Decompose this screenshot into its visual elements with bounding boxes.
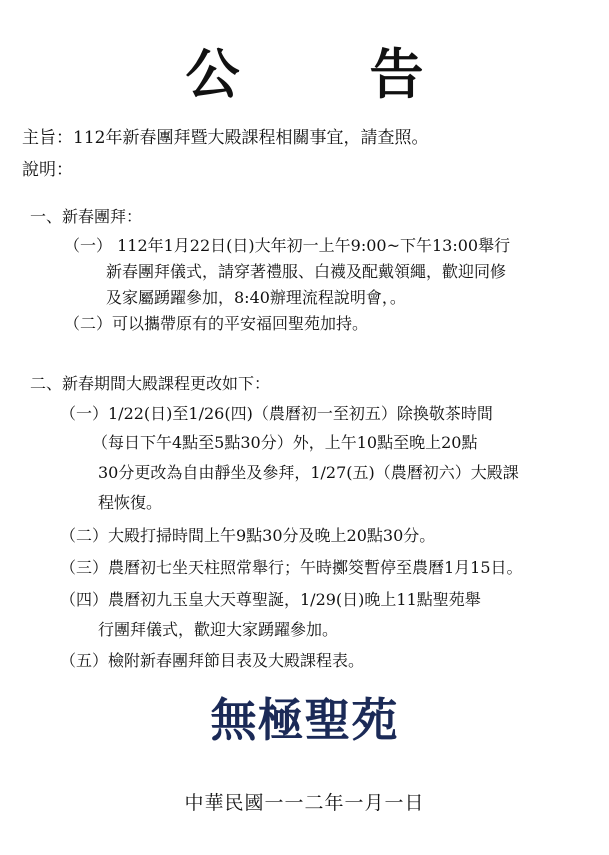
- section2-item2: （二）大殿打掃時間上午9點30分及晚上20點30分。: [60, 526, 436, 545]
- section2-item3: （三）農曆初七坐天柱照常舉行；午時擲筊暫停至農曆1月15日。: [60, 558, 523, 577]
- section1-item1-line3: 及家屬踴躍參加，8:40辦理流程說明會，。: [106, 288, 406, 307]
- subject-line: 主旨：112年新春團拜暨大殿課程相關事宜，請查照。: [22, 128, 429, 148]
- title-char-1: 公: [185, 42, 240, 106]
- title-char-2: 告: [369, 42, 424, 106]
- section2-item1-line3: 30分更改為自由靜坐及參拜，1/27(五)（農曆初六）大殿課: [98, 463, 519, 482]
- section2-item4-line2: 行團拜儀式，歡迎大家踴躍參加。: [98, 620, 339, 639]
- section2-heading: 二、新春期間大殿課程更改如下：: [30, 374, 271, 393]
- explain-label: 說明：: [22, 160, 73, 180]
- section1-item1-line2: 新春團拜儀式，請穿著禮服、白襪及配戴領繩，歡迎同修: [106, 262, 507, 281]
- section2-item1-line1: （一）1/22(日)至1/26(四)（農曆初一至初五）除換敬茶時間: [60, 404, 493, 423]
- issue-date: 中華民國一一二年一月一日: [184, 792, 425, 814]
- section2-item5: （五）檢附新春團拜節目表及大殿課程表。: [60, 651, 365, 670]
- section1-item1-line1: （一） 112年1月22日(日)大年初一上午9:00~下午13:00舉行: [64, 236, 511, 255]
- section2-item1-line4: 程恢復。: [98, 493, 163, 512]
- section1-heading: 一、新春團拜：: [30, 207, 143, 226]
- page-title: [0, 38, 609, 110]
- section2-item4-line1: （四）農曆初九玉皇大天尊聖誕，1/29(日)晚上11點聖苑舉: [60, 590, 481, 609]
- organization-seal: 無極聖苑: [210, 693, 399, 747]
- section2-item1-line2: （每日下午4點至5點30分）外，上午10點至晚上20點: [92, 433, 478, 452]
- section1-item2: （二）可以攜帶原有的平安福回聖苑加持。: [64, 314, 369, 333]
